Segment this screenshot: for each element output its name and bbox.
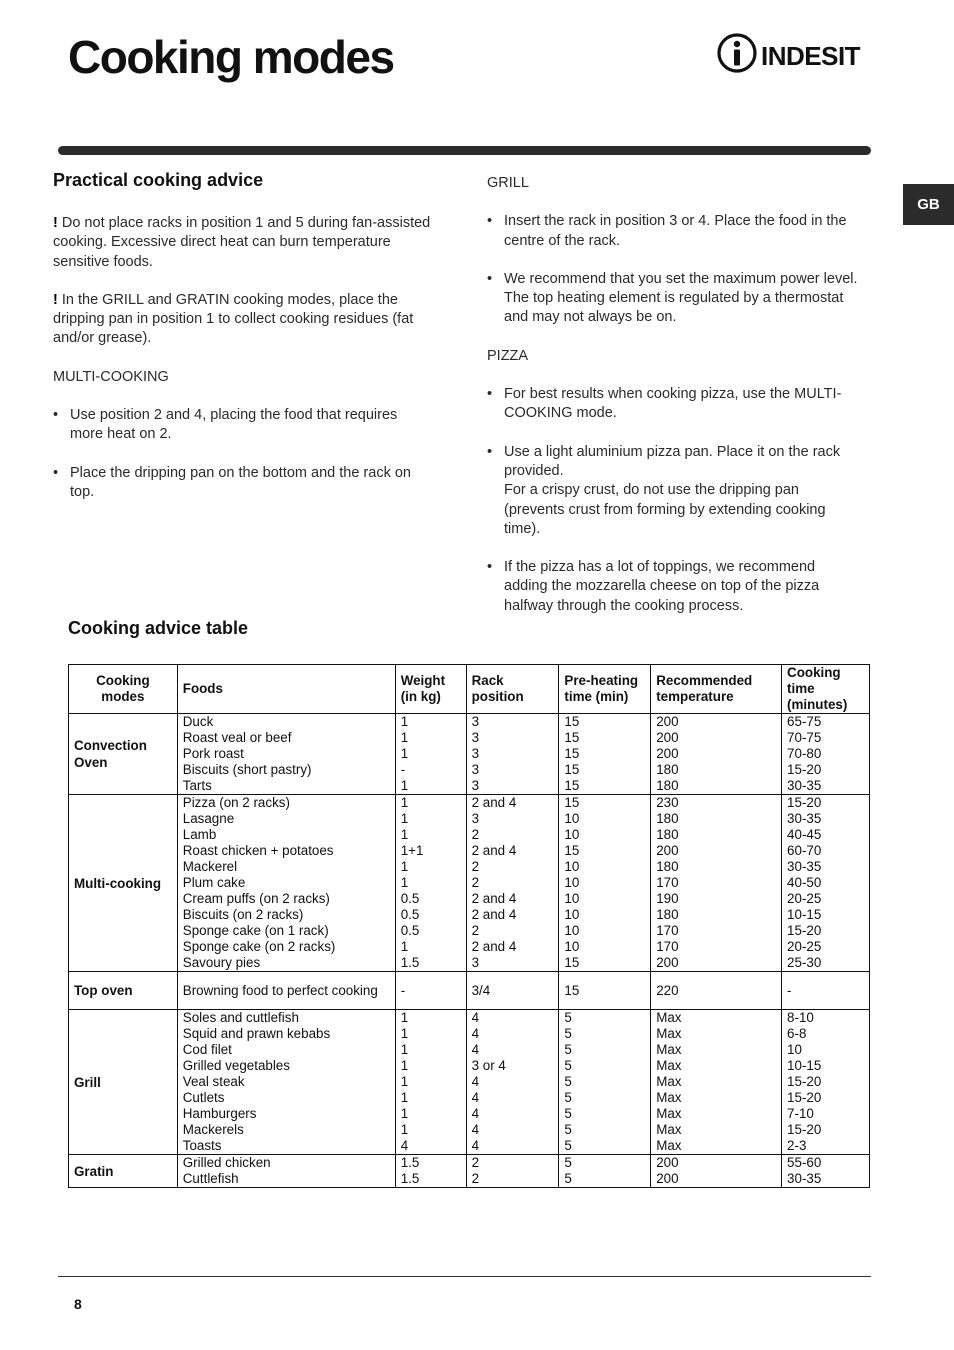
header-divider: [58, 146, 871, 155]
language-tab: GB: [903, 184, 954, 225]
rack-position-value: 2 and 4: [471, 939, 517, 954]
weight-cell: [395, 714, 466, 795]
cooking-time-value: 30-35: [787, 1171, 822, 1186]
temperature-cell: [651, 1155, 782, 1188]
list-item: • Insert the rack in position 3 or 4. Place the food in the centre of the rack.: [487, 212, 859, 251]
table-row: [69, 972, 870, 1010]
preheating-time-cell: [559, 1155, 651, 1188]
list-item: • Use position 2 and 4, placing the food that requires more heat on 2.: [53, 406, 433, 445]
preheating-time-value: 15: [564, 795, 580, 810]
food-cell: [177, 1155, 395, 1188]
table-row: [69, 795, 870, 972]
weight-value: 1: [400, 746, 409, 761]
page-title: Cooking modes: [68, 31, 394, 83]
table-row: [69, 1010, 870, 1155]
food-value: Biscuits (on 2 racks): [182, 907, 304, 922]
table-row: [69, 714, 870, 795]
multi-cooking-subheading: MULTI-COOKING: [53, 368, 169, 385]
preheating-time-value: 5: [564, 1138, 572, 1153]
weight-value: 1: [400, 811, 409, 826]
list-item: • If the pizza has a lot of toppings, we recommend adding the mozzarella cheese on top of the pizza halfway through the cooking process.: [487, 558, 859, 616]
cooking-time-value: 15-20: [787, 762, 822, 777]
multi-cooking-list: [53, 406, 433, 502]
rack-position-cell: [466, 795, 559, 972]
preheating-time-value: 10: [564, 923, 580, 938]
temperature-value: Max: [656, 1010, 682, 1025]
food-value: Lasagne: [182, 811, 235, 826]
column-header-rack-position: Rack position: [466, 665, 559, 714]
list-item: • For best results when cooking pizza, use the MULTI-COOKING mode.: [487, 385, 859, 424]
temperature-value: 170: [656, 923, 679, 938]
weight-value: 1.5: [400, 1155, 420, 1170]
cooking-time-value: 70-75: [787, 730, 822, 745]
preheating-time-value: 15: [564, 982, 580, 998]
weight-cell: [395, 1010, 466, 1155]
weight-value: 1: [400, 1042, 409, 1057]
food-value: Hamburgers: [182, 1106, 257, 1121]
food-value: Cod filet: [182, 1042, 232, 1057]
food-cell: [177, 795, 395, 972]
weight-value: 1: [400, 875, 409, 890]
warning-mark: !: [53, 215, 58, 231]
weight-value: 1: [400, 795, 409, 810]
column-header-foods: Foods: [177, 665, 395, 714]
cooking-time-cell: [782, 714, 870, 795]
pizza-subheading: PIZZA: [487, 347, 529, 364]
column-header-cooking-modes: Cooking modes: [69, 665, 178, 714]
temperature-value: 180: [656, 778, 679, 793]
preheating-time-value: 10: [564, 827, 580, 842]
preheating-time-value: 15: [564, 955, 580, 970]
temperature-value: 200: [656, 843, 679, 858]
rack-position-value: 2 and 4: [471, 843, 517, 858]
cooking-time-value: 40-45: [787, 827, 822, 842]
weight-value: 1: [400, 1090, 409, 1105]
temperature-value: 200: [656, 746, 679, 761]
temperature-value: Max: [656, 1074, 682, 1089]
cooking-time-value: 15-20: [787, 1122, 822, 1137]
weight-value: 1: [400, 1026, 409, 1041]
preheating-time-value: 5: [564, 1090, 572, 1105]
cooking-time-value: 2-3: [787, 1138, 807, 1153]
preheating-time-value: 5: [564, 1106, 572, 1121]
preheating-time-value: 5: [564, 1058, 572, 1073]
rack-position-value: 2: [471, 859, 480, 874]
food-value: Sponge cake (on 2 racks): [182, 939, 336, 954]
food-value: Tarts: [182, 778, 212, 793]
preheating-time-value: 5: [564, 1026, 572, 1041]
rack-position-value: 2 and 4: [471, 891, 517, 906]
food-value: Grilled vegetables: [182, 1058, 290, 1073]
indesit-logo: [716, 32, 876, 76]
preheating-time-value: 10: [564, 907, 580, 922]
temperature-value: 180: [656, 907, 679, 922]
cooking-time-value: 60-70: [787, 843, 822, 858]
column-header-temperature: Recommended temperature: [651, 665, 782, 714]
cooking-mode-label: Multi-cooking: [74, 875, 162, 891]
warning-mark: !: [53, 291, 58, 308]
temperature-value: 200: [656, 1171, 679, 1186]
cooking-time-value: 15-20: [787, 1074, 822, 1089]
grill-subheading: GRILL: [487, 175, 529, 191]
cooking-time-value: 15-20: [787, 923, 822, 938]
rack-position-value: 2: [471, 923, 480, 938]
column-header-weight: Weight (in kg): [395, 665, 466, 714]
food-value: Lamb: [182, 827, 217, 842]
page-number: 8: [74, 1296, 82, 1312]
temperature-value: Max: [656, 1122, 682, 1137]
pizza-crust-note: For a crispy crust, do not use the dripping pan (prevents crust from forming by extending cooking time).: [504, 482, 826, 537]
temperature-value: 230: [656, 795, 679, 810]
rack-position-value: 2 and 4: [471, 907, 517, 922]
preheating-time-value: 15: [564, 746, 580, 761]
cooking-mode-cell: [69, 795, 178, 972]
rack-position-value: 3: [471, 746, 480, 761]
weight-cell: [395, 795, 466, 972]
preheating-time-cell: [559, 714, 651, 795]
temperature-cell: [651, 714, 782, 795]
preheating-time-value: 15: [564, 730, 580, 745]
rack-position-value: 3: [471, 730, 480, 745]
food-value: Browning food to perfect cooking: [182, 982, 378, 998]
preheating-time-value: 5: [564, 1010, 572, 1025]
advice-right-column: [487, 174, 859, 635]
temperature-value: Max: [656, 1058, 682, 1073]
cooking-time-value: -: [787, 982, 792, 998]
temperature-cell: [651, 972, 782, 1010]
cooking-time-value: 6-8: [787, 1026, 807, 1041]
preheating-time-value: 15: [564, 714, 580, 729]
food-value: Squid and prawn kebabs: [182, 1026, 331, 1041]
weight-value: 1: [400, 1122, 409, 1137]
rack-position-value: 2 and 4: [471, 795, 517, 810]
preheating-time-value: 10: [564, 939, 580, 954]
weight-value: 1: [400, 1106, 409, 1121]
temperature-cell: [651, 1010, 782, 1155]
list-item: • Use a light aluminium pizza pan. Place it on the rack provided. For a crispy crust, do not use the dripping pan (prevents crust from forming by extending cooking time).: [487, 443, 859, 539]
temperature-value: 170: [656, 939, 679, 954]
preheating-time-value: 5: [564, 1155, 572, 1170]
cooking-mode-cell: [69, 714, 178, 795]
pizza-list: [487, 385, 859, 616]
temperature-value: Max: [656, 1138, 682, 1153]
weight-value: 1+1: [400, 843, 424, 858]
cooking-mode-label: Grill: [74, 1074, 101, 1090]
food-value: Toasts: [182, 1138, 222, 1153]
cooking-time-value: 30-35: [787, 859, 822, 874]
table-heading: Cooking advice table: [68, 618, 249, 638]
weight-value: 1: [400, 1010, 409, 1025]
cooking-mode-label: Convection Oven: [74, 738, 147, 770]
rack-position-value: 4: [471, 1010, 480, 1025]
brand-wordmark: INDESIT: [761, 41, 861, 71]
cooking-time-value: 65-75: [787, 714, 822, 729]
cooking-time-value: 30-35: [787, 778, 822, 793]
cooking-mode-label: Top oven: [74, 983, 133, 998]
cooking-time-value: 70-80: [787, 746, 822, 761]
preheating-time-value: 5: [564, 1042, 572, 1057]
rack-position-value: 4: [471, 1106, 480, 1121]
preheating-time-value: 15: [564, 762, 580, 777]
food-value: Veal steak: [182, 1074, 245, 1089]
weight-value: 1: [400, 1074, 409, 1089]
cooking-time-cell: [782, 795, 870, 972]
rack-position-value: 3: [471, 762, 480, 777]
rack-position-value: 3: [471, 955, 480, 970]
cooking-mode-cell: [69, 1155, 178, 1188]
temperature-value: 220: [656, 982, 679, 998]
weight-cell: [395, 972, 466, 1010]
rack-position-value: 3: [471, 778, 480, 793]
practical-advice-heading: Practical cooking advice: [53, 170, 264, 190]
footer-divider: [58, 1276, 871, 1277]
list-item: • We recommend that you set the maximum power level. The top heating element is regulated by a thermostat and may not always be on.: [487, 270, 859, 328]
cooking-time-value: 8-10: [787, 1010, 814, 1025]
food-value: Duck: [182, 714, 214, 729]
rack-position-cell: [466, 1010, 559, 1155]
preheating-time-value: 10: [564, 891, 580, 906]
preheating-time-cell: [559, 795, 651, 972]
food-value: Roast chicken + potatoes: [182, 843, 334, 858]
rack-position-value: 4: [471, 1074, 480, 1089]
cooking-time-cell: [782, 972, 870, 1010]
food-cell: [177, 714, 395, 795]
advice-left-column: [53, 168, 433, 521]
cooking-time-value: 20-25: [787, 891, 822, 906]
temperature-value: 200: [656, 955, 679, 970]
food-value: Sponge cake (on 1 rack): [182, 923, 329, 938]
food-value: Cuttlefish: [182, 1171, 239, 1186]
temperature-value: 180: [656, 762, 679, 777]
preheating-time-value: 15: [564, 778, 580, 793]
rack-position-value: 3: [471, 714, 480, 729]
temperature-value: 180: [656, 811, 679, 826]
weight-value: 0.5: [400, 907, 420, 922]
preheating-time-value: 5: [564, 1074, 572, 1089]
food-cell: [177, 1010, 395, 1155]
weight-value: 1: [400, 778, 409, 793]
temperature-cell: [651, 795, 782, 972]
cooking-time-value: 7-10: [787, 1106, 814, 1121]
rack-position-cell: [466, 972, 559, 1010]
food-value: Pizza (on 2 racks): [182, 795, 290, 810]
weight-value: 1.5: [400, 955, 420, 970]
food-value: Mackerel: [182, 859, 238, 874]
cooking-mode-label: Gratin: [74, 1163, 114, 1179]
temperature-value: 200: [656, 1155, 679, 1170]
preheating-time-cell: [559, 1010, 651, 1155]
weight-value: 1: [400, 859, 409, 874]
rack-position-value: 4: [471, 1042, 480, 1057]
rack-position-cell: [466, 1155, 559, 1188]
list-item: • Place the dripping pan on the bottom and the rack on top.: [53, 464, 433, 503]
temperature-value: 200: [656, 730, 679, 745]
rack-position-value: 4: [471, 1138, 480, 1153]
food-value: Mackerels: [182, 1122, 244, 1137]
cooking-advice-table: [68, 664, 870, 1188]
temperature-value: 200: [656, 714, 679, 729]
cooking-time-value: 40-50: [787, 875, 822, 890]
preheating-time-cell: [559, 972, 651, 1010]
temperature-value: Max: [656, 1106, 682, 1121]
cooking-time-cell: [782, 1155, 870, 1188]
weight-value: 1.5: [400, 1171, 420, 1186]
cooking-time-value: 10-15: [787, 1058, 822, 1073]
preheating-time-value: 15: [564, 843, 580, 858]
cooking-time-value: 55-60: [787, 1155, 822, 1170]
rack-position-value: 3/4: [471, 982, 491, 998]
temperature-value: 180: [656, 859, 679, 874]
food-cell: [177, 972, 395, 1010]
preheating-time-value: 10: [564, 875, 580, 890]
food-value: Roast veal or beef: [182, 730, 292, 745]
weight-value: -: [400, 982, 406, 998]
rack-position-value: 2: [471, 1171, 480, 1186]
table-row: [69, 1155, 870, 1188]
weight-value: 4: [400, 1138, 409, 1153]
rack-position-value: 2: [471, 1155, 480, 1170]
rack-position-value: 4: [471, 1122, 480, 1137]
food-value: Soles and cuttlefish: [182, 1010, 299, 1025]
preheating-time-value: 10: [564, 859, 580, 874]
weight-value: 1: [400, 1058, 409, 1073]
weight-value: 1: [400, 939, 409, 954]
preheating-time-value: 5: [564, 1122, 572, 1137]
weight-value: 0.5: [400, 891, 420, 906]
temperature-value: Max: [656, 1026, 682, 1041]
cooking-time-value: 15-20: [787, 795, 822, 810]
food-value: Biscuits (short pastry): [182, 762, 312, 777]
preheating-time-value: 10: [564, 811, 580, 826]
cooking-mode-cell: [69, 1010, 178, 1155]
weight-cell: [395, 1155, 466, 1188]
weight-value: 0.5: [400, 923, 420, 938]
rack-position-value: 2: [471, 875, 480, 890]
food-value: Grilled chicken: [182, 1155, 271, 1170]
temperature-value: Max: [656, 1042, 682, 1057]
column-header-cooking-time: Cooking time (minutes): [782, 665, 870, 714]
table-header-row: [69, 665, 870, 714]
rack-position-value: 4: [471, 1026, 480, 1041]
temperature-value: 170: [656, 875, 679, 890]
preheating-time-value: 5: [564, 1171, 572, 1186]
rack-position-value: 2: [471, 827, 480, 842]
rack-position-value: 3 or 4: [471, 1058, 506, 1073]
temperature-value: Max: [656, 1090, 682, 1105]
column-header-preheating: Pre-heating time (min): [559, 665, 651, 714]
food-value: Plum cake: [182, 875, 246, 890]
cooking-time-value: 30-35: [787, 811, 822, 826]
grill-list: [487, 212, 859, 327]
temperature-value: 180: [656, 827, 679, 842]
cooking-time-value: 15-20: [787, 1090, 822, 1105]
cooking-mode-cell: [69, 972, 178, 1010]
warning-dripping-pan: ! In the GRILL and GRATIN cooking modes, place the dripping pan in position 1 to collect cooking residues (fat and/or grease).: [53, 291, 414, 347]
food-value: Savoury pies: [182, 955, 261, 970]
temperature-value: 190: [656, 891, 679, 906]
weight-value: 1: [400, 714, 409, 729]
cooking-time-value: 20-25: [787, 939, 822, 954]
cooking-time-value: 10-15: [787, 907, 822, 922]
rack-position-value: 4: [471, 1090, 480, 1105]
weight-value: -: [400, 762, 406, 777]
cooking-time-value: 10: [787, 1042, 802, 1057]
food-value: Cream puffs (on 2 racks): [182, 891, 330, 906]
cooking-time-cell: [782, 1010, 870, 1155]
rack-position-cell: [466, 714, 559, 795]
weight-value: 1: [400, 730, 409, 745]
table-body: [69, 714, 870, 1188]
warning-racks: ! Do not place racks in position 1 and 5 during fan-assisted cooking. Excessive direct heat can burn temperature sensitive foods.: [53, 215, 431, 270]
food-value: Cutlets: [182, 1090, 225, 1105]
food-value: Pork roast: [182, 746, 244, 761]
rack-position-value: 3: [471, 811, 480, 826]
weight-value: 1: [400, 827, 409, 842]
cooking-time-value: 25-30: [787, 955, 822, 970]
